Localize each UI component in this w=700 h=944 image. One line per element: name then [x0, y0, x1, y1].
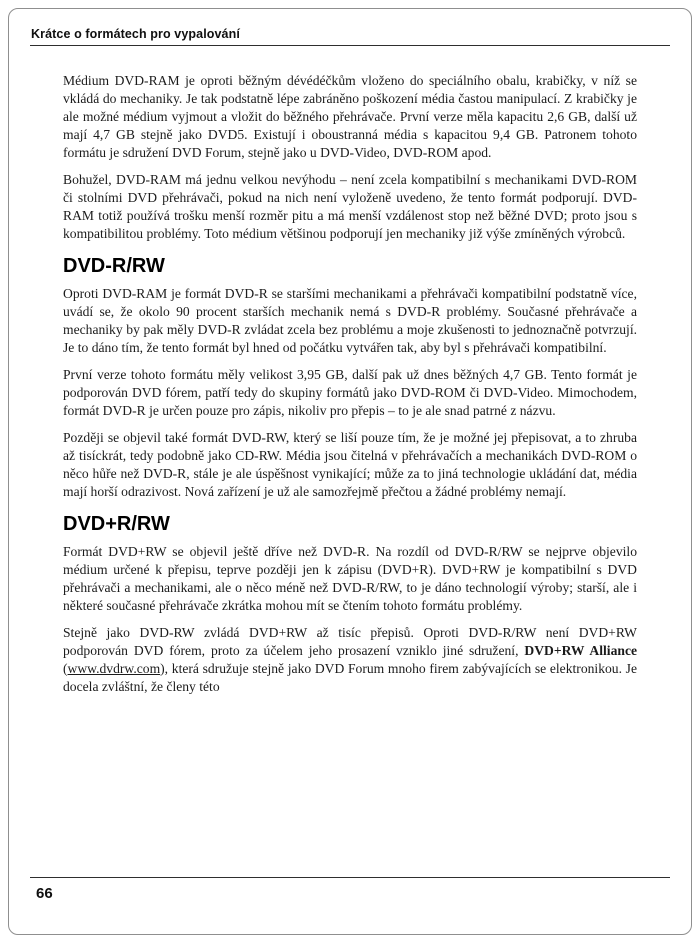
footer-rule	[30, 877, 670, 878]
paragraph-dvdplusrw-intro: Formát DVD+RW se objevil ještě dříve než DVD-R. Na rozdíl od DVD-R/RW se nejprve objevilo médium určené k přepisu, teprve později jen k zápisu (DVD+R). DVD+RW je kompatibilní s DVD přehrávači a mechanikami, ale o něco méně než DVD-R/RW, to je dáno technologií výroby; starší, ale i některé současné přehrávače zkrátka mohou mít se čtením tohoto formátu problémy.	[63, 544, 637, 613]
paragraph-dvdr-compatibility: Oproti DVD-RAM je formát DVD-R se staršími mechanikami a přehrávači kompatibilní podstatně více, uvádí se, že okolo 90 procent starších mechanik nemá s DVD-R problémy. Současné přehrávače a mechaniky by pak měly DVD-R zvládat zcela bez problému a moje zkušenosti to jednoznačně potvrzují. Je to dáno tím, že tento formát byl hned od počátku vytvářen tak, aby byl s přehrávači kompatibilní.	[63, 286, 637, 355]
paragraph-dvdram-drawback: Bohužel, DVD-RAM má jednu velkou nevýhodu – není zcela kompatibilní s mechanikami DVD-ROM či stolními DVD přehrávači, pokud na nich není vyloženě uvedeno, že tento formát podporují. DVD-RAM totiž používá trošku menší rozměr pitu a má menší vzdálenost stop než běžné DVD; proto jsou s kompatibilitou problémy. Toto médium většinou podporují jen mechaniky již výše zmíněných výrobců.	[63, 172, 637, 241]
running-header: Krátce o formátech pro vypalování	[31, 27, 240, 41]
header-rule	[30, 45, 670, 46]
paragraph-dvdram-intro: Médium DVD-RAM je oproti běžným dévédéčkům vloženo do speciálního obalu, krabičky, v níž se vkládá do mechaniky. Je tak podstatně lépe zabráněno poškození média častou manipulací. Z krabičky je ale možné médium vyjmout a vložit do běžného přehrávače. První verze měla kapacitu 2,6 GB, další už mají 4,7 GB stejně jako DVD5. Existují i oboustranná média s kapacitou 9,4 GB. Patronem tohoto formátu je sdružení DVD Forum, stejně jako u DVD-Video, DVD-ROM apod.	[63, 73, 637, 160]
paragraph-dvdplusrw-alliance	[63, 624, 637, 696]
paragraph-dvdr-capacity: První verze tohoto formátu měly velikost 3,95 GB, další pak už dnes běžných 4,7 GB. Tento formát je podporován DVD fórem, patří tedy do skupiny formátů jako DVD-ROM či DVD-Video. Mimochodem, formát DVD-R je určen pouze pro zápis, nikoliv pro přepis – to je ale snad patrné z názvu.	[63, 367, 637, 418]
paragraph-dvdrw: Později se objevil také formát DVD-RW, který se liší pouze tím, že je možné jej přepisovat, a to zhruba až tisíckrát, tedy podobně jako CD-RW. Média jsou čitelná v přehrávačích a mechanikách DVD-ROM o něco hůře než DVD-R, stále je ale úspěšnost vynikající; může za to jiná technologie ukládání dat, média mají horší odrazivost. Nová zařízení je už ale samozřejmě přečtou a žádné problémy nemají.	[63, 430, 637, 499]
section-heading-dvd-plus-r-rw: DVD+R/RW	[63, 513, 170, 535]
paragraph-text: ), která sdružuje stejně jako DVD Forum mnoho firem zabývajících se elektronikou. Je docela zvláštní, že členy této	[63, 661, 637, 694]
dvdrw-website-link[interactable]: www.dvdrw.com	[67, 661, 161, 676]
section-heading-dvd-r-rw: DVD-R/RW	[63, 255, 165, 277]
page-content	[63, 72, 637, 705]
page-number: 66	[36, 885, 53, 902]
paragraph-text: (	[63, 661, 68, 676]
alliance-name-bold: DVD+RW Alliance	[524, 643, 638, 658]
paragraph-text: Stejně jako DVD-RW zvládá DVD+RW až tisíc přepisů. Oproti DVD-R/RW není DVD+RW podporován DVD fórem, proto za účelem jeho prosazení vzniklo jiné sdružení,	[63, 625, 637, 658]
